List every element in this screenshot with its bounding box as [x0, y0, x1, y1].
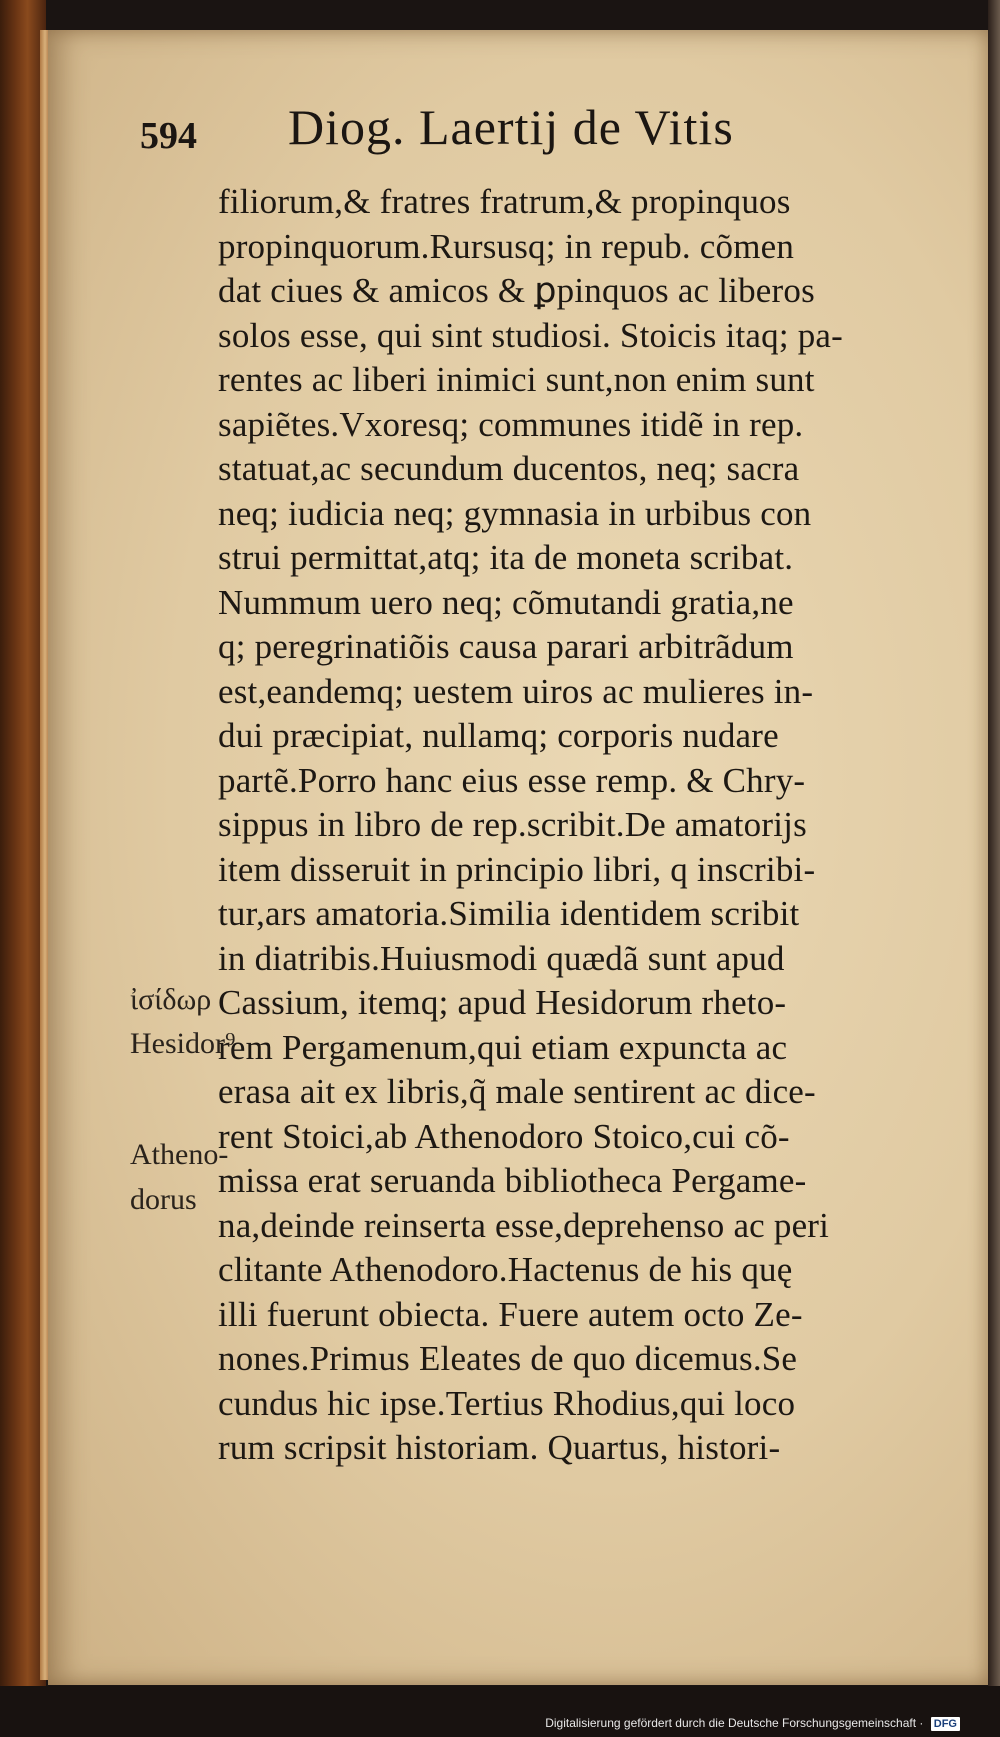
scan-right-edge	[988, 0, 1000, 1737]
text-line: item disseruit in principio libri, q inscribi-	[218, 849, 816, 889]
text-line: dui præcipiat, nullamq; corporis nudare	[218, 716, 779, 755]
text-line: in diatribis.Huiusmodi quædã sunt apud	[218, 938, 785, 978]
text-line: solos esse, qui sint studiosi. Stoicis itaq; pa-	[218, 315, 844, 355]
marginal-note-greek: ἰσίδωρ	[130, 983, 212, 1016]
text-line: tur,ars amatoria.Similia identidem scribit	[218, 894, 800, 933]
text-line: neq; iudicia neq; gymnasia in urbibus con	[218, 493, 812, 533]
book-page	[48, 30, 988, 1685]
page-header	[140, 90, 860, 170]
marginal-note-athenodorus-2: dorus	[130, 1183, 197, 1216]
text-line: est,eandemq; uestem uiros ac mulieres in-	[218, 671, 814, 711]
text-line: sapiẽtes.Vxoresq; communes itidẽ in rep.	[218, 404, 804, 444]
text-line: rem Pergamenum,qui etiam expuncta ac	[218, 1027, 788, 1067]
dfg-logo: DFG	[931, 1717, 960, 1731]
text-line: statuat,ac secundum ducentos, neq; sacra	[218, 449, 800, 488]
marginal-note-hesidorus: Hesidor⁹	[130, 1027, 236, 1060]
text-line: clitante Athenodoro.Hactenus de his quę	[218, 1250, 793, 1289]
text-line: cundus hic ipse.Tertius Rhodius,qui loco	[218, 1383, 796, 1423]
text-line: missa erat seruanda bibliotheca Pergame-	[218, 1161, 807, 1200]
digitization-credit: Digitalisierung gefördert durch die Deutsche Forschungsgemeinschaft · DFG	[545, 1716, 960, 1731]
credit-text: Digitalisierung gefördert durch die Deutsche Forschungsgemeinschaft	[545, 1716, 917, 1730]
text-line: nones.Primus Eleates de quo dicemus.Se	[218, 1339, 798, 1378]
text-line: propinquorum.Rursusq; in repub. cõmen	[218, 226, 795, 266]
text-line: erasa ait ex libris,q̃ male sentirent ac dice-	[218, 1072, 816, 1111]
running-title: Diog. Laertij de Vitis	[288, 99, 734, 155]
body-text	[218, 180, 978, 1471]
text-line: q; peregrinatiõis causa parari arbitrãdum	[218, 627, 794, 666]
text-line: dat ciues & amicos & ꝑpinquos ac liberos	[218, 271, 815, 310]
text-line: strui permittat,atq; ita de moneta scribat.	[218, 538, 794, 577]
text-line: illi fuerunt obiecta. Fuere autem octo Ze-	[218, 1294, 803, 1334]
text-line: rum scripsit historiam. Quartus, histori-	[218, 1428, 781, 1467]
text-line: Cassium, itemq; apud Hesidorum rheto-	[218, 983, 787, 1022]
text-line: Nummum uero neq; cõmutandi gratia,ne	[218, 582, 794, 622]
text-line: na,deinde reinserta esse,deprehenso ac peri	[218, 1205, 830, 1245]
marginal-note-athenodorus-1: Atheno-	[130, 1138, 229, 1171]
text-line: rentes ac liberi inimici sunt,non enim sunt	[218, 360, 815, 399]
text-line: rent Stoici,ab Athenodoro Stoico,cui cõ-	[218, 1116, 790, 1156]
text-line: filiorum,& fratres fratrum,& propinquos	[218, 182, 791, 221]
text-line: partẽ.Porro hanc eius esse remp. & Chry-	[218, 760, 806, 800]
page-number: 594	[140, 115, 197, 157]
text-line: sippus in libro de rep.scribit.De amatorijs	[218, 805, 807, 844]
